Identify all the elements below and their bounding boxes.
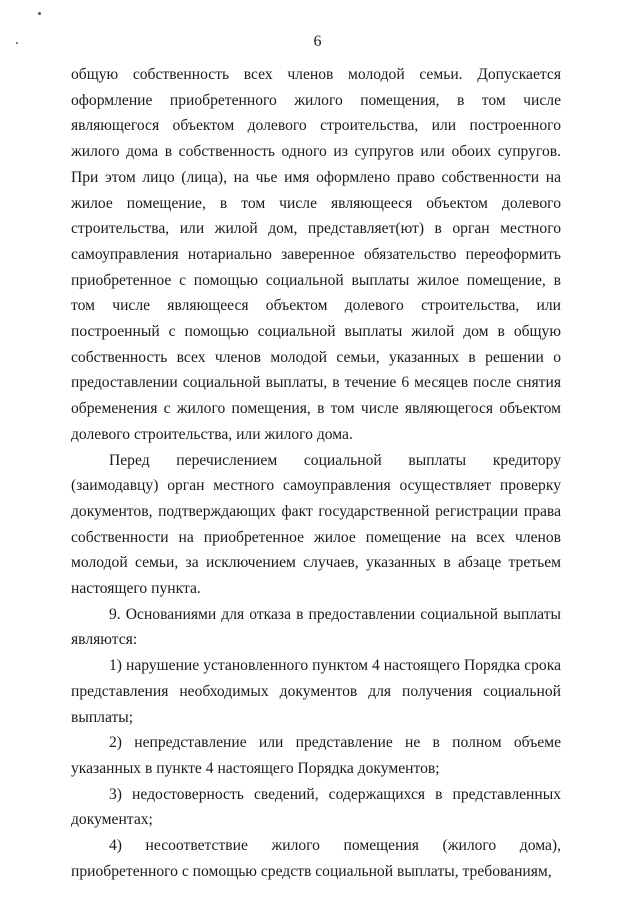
scan-speck (38, 12, 41, 15)
list-item-4: 4) несоответствие жилого помещения (жилого дома), приобретенного с помощью средств социальной выплаты, требованиям, (71, 837, 561, 880)
paragraph-refusal-grounds: 9. Основаниями для отказа в предоставлении социальной выплаты являются: (71, 605, 561, 649)
list-item-2: 2) непредставление или представление не в полном объеме указанных в пункте 4 настоящего Порядка документов; (71, 734, 561, 777)
page-number: 6 (313, 33, 322, 50)
paragraph-verification: Перед перечислением социальной выплаты кредитору (заимодавцу) орган местного самоуправления осуществляет проверку документов, подтверждающих факт государственной регистрации права собственности на приобретенное жилое помещение на всех членов молодой семьи, за исключением случаев, указанных в абзаце третьем настоящего пункта. (71, 451, 561, 598)
list-item-1: 1) нарушение установленного пунктом 4 настоящего Порядка срока представления необходимых документов для получения социальной выплаты; (71, 657, 561, 726)
document-body (71, 62, 561, 885)
list-item-3: 3) недостоверность сведений, содержащихся в представленных документах; (71, 785, 561, 829)
paragraph-ownership: общую собственность всех членов молодой семьи. Допускается оформление приобретенного жилого помещения, в том числе являющегося объектом долевого строительства, или построенного жилого дома в собственность одного из супругов или обоих супругов. При этом лицо (лица), на чье имя оформлено право собственности на жилое помещение, в том числе являющееся объектом долевого строительства, или жилой дом, представляет(ют) в орган местного самоуправления нотариально заверенное обязательство переоформить приобретенное с помощью социальной выплаты жилое помещение, в том числе являющееся объектом долевого строительства, или построенный с помощью социальной выплаты жилой дом в общую собственность всех членов молодой семьи, указанных в решении о предоставлении социальной выплаты, в течение 6 месяцев после снятия обременения с жилого помещения, в том числе являющегося объектом долевого строительства, или жилого дома. (71, 66, 561, 443)
